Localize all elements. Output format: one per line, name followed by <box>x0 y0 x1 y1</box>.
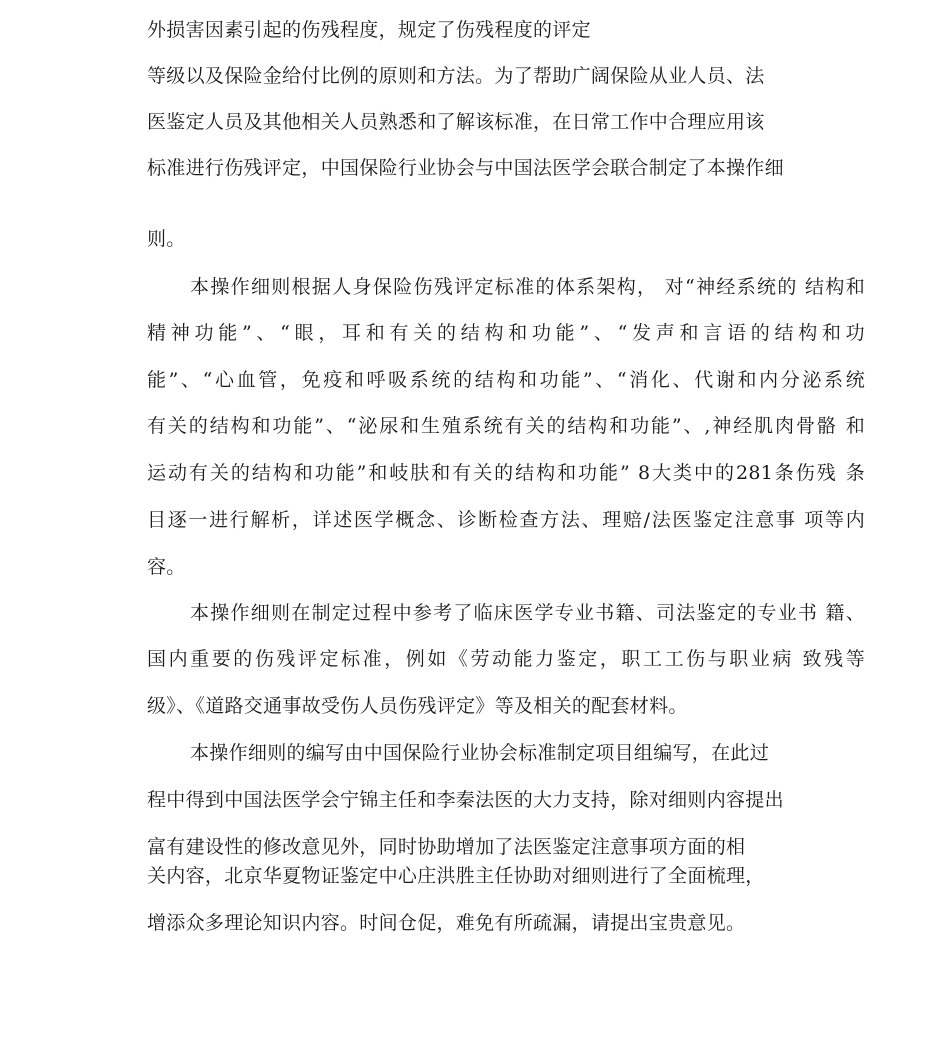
text-line: 则。 <box>147 228 186 250</box>
text-line: 精神功能”、“眼，耳和有关的结构和功能”、“发声和言语的结构和功 <box>147 322 865 344</box>
text-line: 容。 <box>147 556 186 578</box>
text-line: 医鉴定人员及其他相关人员熟悉和了解该标准，在日常工作中合理应用该 <box>147 111 765 133</box>
paragraph-first-line: 本操作细则的编写由中国保险行业协会标准制定项目组编写，在此过 <box>190 742 770 764</box>
text-line: 标准进行伤残评定，中国保险行业协会与中国法医学会联合制定了本操作细 <box>147 157 784 179</box>
text-line: 等级以及保险金给付比例的原则和方法。为了帮助广阔保险从业人员、法 <box>147 65 765 87</box>
text-line: 目逐一进行解析，详述医学概念、诊断检查方法、理赔/法医鉴定注意事 项等内 <box>147 509 865 531</box>
text-line: 程中得到中国法医学会宁锦主任和李秦法医的大力支持，除对细则内容提出 <box>147 789 784 811</box>
paragraph-first-line: 本操作细则根据人身保险伤残评定标准的体系架构， 对“神经系统的 结构和 <box>190 276 865 298</box>
paragraph-first-line: 本操作细则在制定过程中参考了临床医学专业书籍、司法鉴定的专业书 籍、 <box>190 602 865 624</box>
text-line: 增添众多理论知识内容。时间仓促，难免有所疏漏，请提出宝贵意见。 <box>147 912 746 934</box>
text-line: 有关的结构和功能”、“泌尿和生殖系统有关的结构和功能”、,神经肌肉骨骼 和 <box>147 415 865 437</box>
text-line: 关内容，北京华夏物证鉴定中心庄洪胜主任协助对细则进行了全面梳理， <box>147 865 765 887</box>
text-line: 运动有关的结构和功能”和岐肤和有关的结构和功能” 8大类中的281条伤残 条 <box>147 462 865 484</box>
text-line: 外损害因素引起的伤残程度，规定了伤残程度的评定 <box>147 19 591 41</box>
text-line: 能”、“心血管，免疫和呼吸系统的结构和功能”、“消化、代谢和内分泌系统 <box>147 369 865 391</box>
text-line: 富有建设性的修改意见外，同时协助增加了法医鉴定注意事项方面的相 <box>147 836 746 858</box>
text-line: 级》、《道路交通事故受伤人员伤残评定》等及相关的配套材料。 <box>147 695 688 717</box>
text-line: 国内重要的伤残评定标准，例如《劳动能力鉴定，职工工伤与职业病 致残等 <box>147 648 865 670</box>
